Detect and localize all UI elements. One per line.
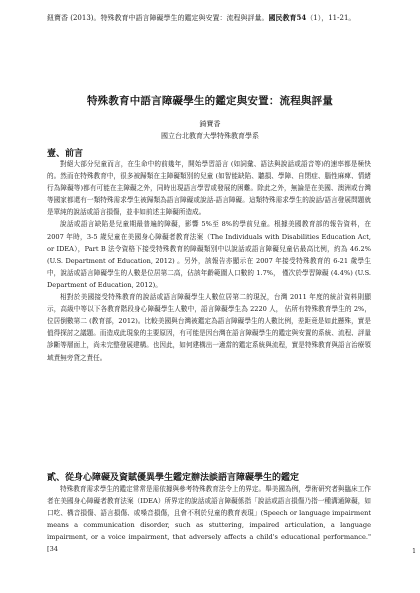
paragraph: 說話或語言缺陷是兒童期最普遍的障礙，影響 5%至 8%的學前兒童。根據美國教育部的報告資料，在 2007 年時，3-5 歲兒童在美國身心障礙者教育法案（The Individuals with Disabilities Education Act, or IDEA），Part B 法令資格下接受特殊教育的障礙類別中以說話或語言障礙兒童佔最高比例，約為 46.2% (U.S. Department of Education, 2012) 。另外，該報告亦顯示在 2007 年接受特殊教育的 6-21 歲學生中，說話或語言障礙學生的人數是位居第二高，佔該年齡範圍人口數的 1.7%， 僅次於學習障礙 (4.4%) (U.S. Department of Education, 2012)。 xyxy=(47,220,371,289)
section-heading-identification: 貳、從身心障礙及資賦優異學生鑑定辦法談語言障礙學生的鑑定 xyxy=(47,473,300,483)
paragraph: 相對於美國接受特殊教育的說話或語言障礙學生人數位居第二的現況，台灣 2011 年度的統計資料則顯示，高級中等以下各教育階段身心障礙學生人數中，語言障礙學生為 2220 人， 佔所有特殊教育學生的 2%，位居倒數第二 (教育部，2012)。比較美國與台灣被鑑定為語言障礙學生的人數比例，差距竟是如此懸殊，實是值得探討之議題。而造成此現象的主要原因，有可能是因台灣在語言障礙學生的鑑定與安置的系統、流程、評量診斷等層面上，尚未完整發展建構。也因此，如何建構出一適當的鑑定系統與流程，實是特殊教育與語言治療領域責無旁貸之責任。 xyxy=(47,293,371,362)
author-affiliation: 國立台北教育大學特殊教育學系 xyxy=(161,132,259,140)
citation-main: 鈕寶香 (2013)。特殊教育中語言障礙學生的鑑定與安置：流程與評量。 xyxy=(47,14,269,22)
author-name: 錡寶香 xyxy=(199,120,221,128)
citation-issue-pages: （1），11-21。 xyxy=(306,14,356,22)
citation-journal: 國民教育 xyxy=(268,13,297,22)
page-number: 1 xyxy=(412,548,416,555)
paragraph: 對絕大部分兒童而言，在生命中的前幾年，開始學習語言 (如詞彙、語法與說話或語音等)的速率都是極快的。然而在特殊教育中，很多被歸類在主障礙類別的兒童 (如智能缺陷、聽損、學障、自閉症、腦性麻痺、情緒行為障礙等)都有可能在主障礙之外，同時出現語言學習或發展的困難。除此之外，無論是在美國、澳洲或台灣等國家都還有一類特殊需求學生被歸類為語言障礙或說話-語言障礙。這類特殊需求學生的說話/語言發展問題就是單純的說話或語言損傷，並非如前述主障礙所造成。 xyxy=(47,160,371,217)
section-body-identification xyxy=(47,483,371,556)
section-body-introduction xyxy=(47,158,371,364)
citation-volume: 54 xyxy=(296,13,307,22)
paragraph: 特殊教育需求學生的鑑定常常是需依據與參考特殊教育法令上的界定。舉美國為例，學術研究者與臨床工作者在美國身心障礙者教育法案（IDEA）所界定的說話或語言障礙係指「說話或語言損傷乃指一種溝通障礙，如口吃、構音損傷、語言損傷、或嗓音損傷，且會不利於兒童的教育表現」(Speech or language impairment means a communication disorder, such as stuttering, impaired articulation, a language impairment, or a voice impairment, that adversely affects a child's educational performance." [34 xyxy=(47,485,371,554)
citation xyxy=(47,12,367,24)
section-heading-introduction: 壹、前言 xyxy=(47,149,84,159)
paper-title: 特殊教育中語言障礙學生的鑑定與安置：流程與評量 xyxy=(86,95,334,107)
